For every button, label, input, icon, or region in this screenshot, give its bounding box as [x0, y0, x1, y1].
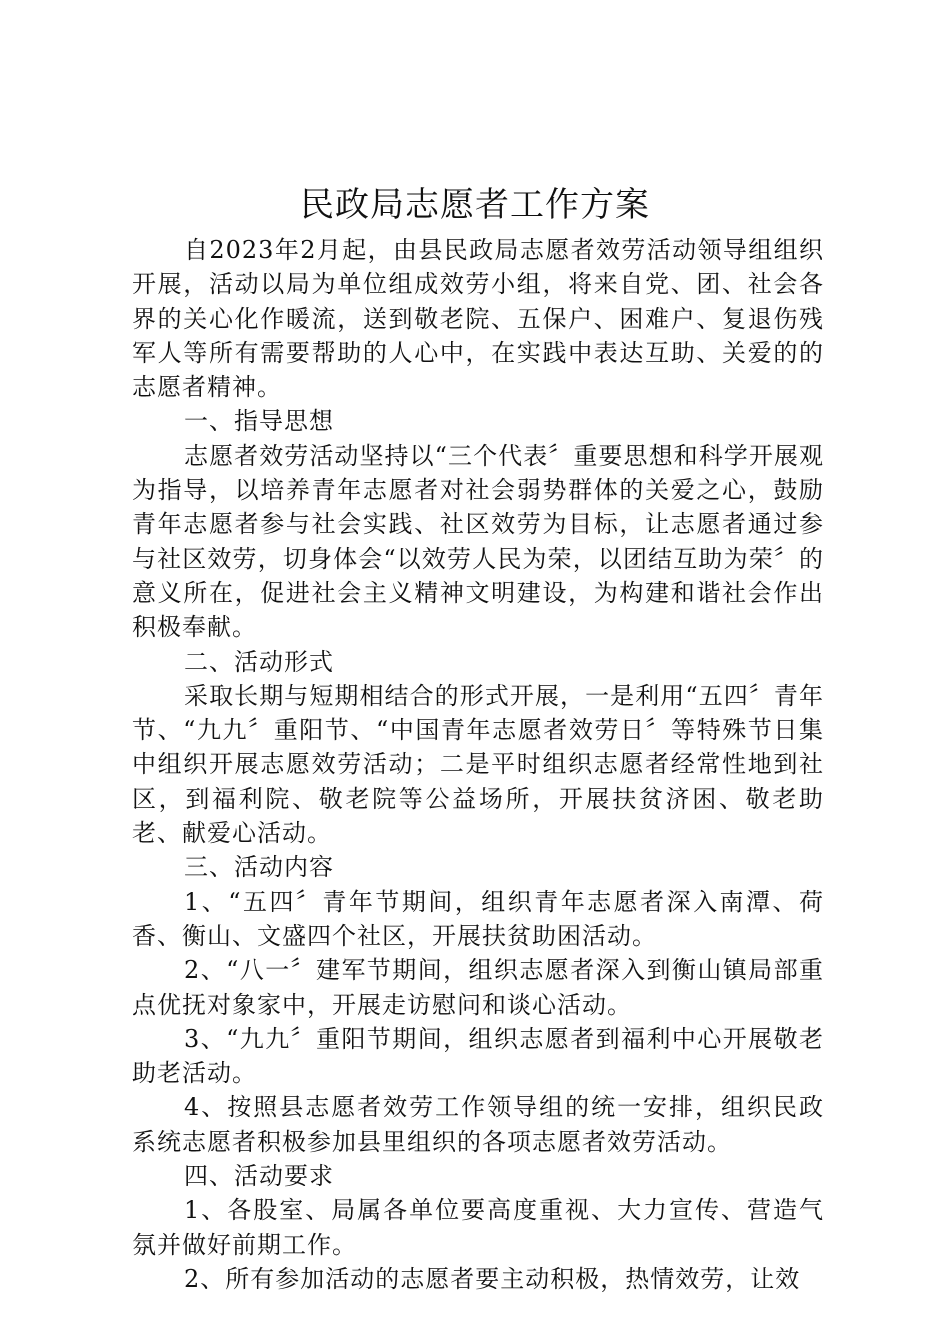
- section-heading-activity-requirements: 四、活动要求: [184, 1162, 334, 1191]
- paragraph-intro: 自2023年2月起，由县民政局志愿者效劳活动领导组组织开展，活动以局为单位组成效劳小组，将来自党、团、社会各界的关心化作暖流，送到敬老院、五保户、困难户、复退伤残军人等所有需要帮助的人心中，在实践中表达互助、关爱的的志愿者精神。: [132, 236, 824, 402]
- paragraph-content-item-4: 4、按照县志愿者效劳工作领导组的统一安排，组织民政系统志愿者积极参加县里组织的各项志愿者效劳活动。: [132, 1093, 824, 1156]
- document-body: [132, 233, 824, 1296]
- document-title: 民政局志愿者工作方案: [300, 185, 650, 225]
- paragraph-guiding-ideology: 志愿者效劳活动坚持以“三个代表〞重要思想和科学开展观为指导，以培养青年志愿者对社会弱势群体的关爱之心，鼓励青年志愿者参与社会实践、社区效劳为目标，让志愿者通过参与社区效劳，切身体会“以效劳人民为荣，以团结互助为荣〞的意义所在，促进社会主义精神文明建设，为构建和谐社会作出积极奉献。: [132, 441, 824, 642]
- paragraph-content-item-1: 1、“五四〞青年节期间，组织青年志愿者深入南潭、荷香、衡山、文盛四个社区，开展扶贫助困活动。: [132, 887, 824, 950]
- section-heading-activity-content: 三、活动内容: [184, 853, 334, 882]
- paragraph-content-item-3: 3、“九九〞重阳节期间，组织志愿者到福利中心开展敬老助老活动。: [132, 1024, 824, 1088]
- section-heading-guiding-ideology: 一、指导思想: [184, 407, 334, 436]
- paragraph-activity-form: 采取长期与短期相结合的形式开展，一是利用“五四〞青年节、“九九〞重阳节、“中国青年志愿者效劳日〞等特殊节日集中组织开展志愿效劳活动；二是平时组织志愿者经常性地到社区，到福利院、敬老院等公益场所，开展扶贫济困、敬老助老、献爱心活动。: [132, 681, 824, 848]
- paragraph-requirement-item-1: 1、各股室、局属各单位要高度重视、大力宣传、营造气氛并做好前期工作。: [132, 1196, 824, 1259]
- paragraph-content-item-2: 2、“八一〞建军节期间，组织志愿者深入到衡山镇局部重点优抚对象家中，开展走访慰问和谈心活动。: [132, 956, 824, 1019]
- paragraph-requirement-item-2: 2、所有参加活动的志愿者要主动积极，热情效劳，让效: [184, 1264, 801, 1293]
- section-heading-activity-form: 二、活动形式: [184, 647, 334, 676]
